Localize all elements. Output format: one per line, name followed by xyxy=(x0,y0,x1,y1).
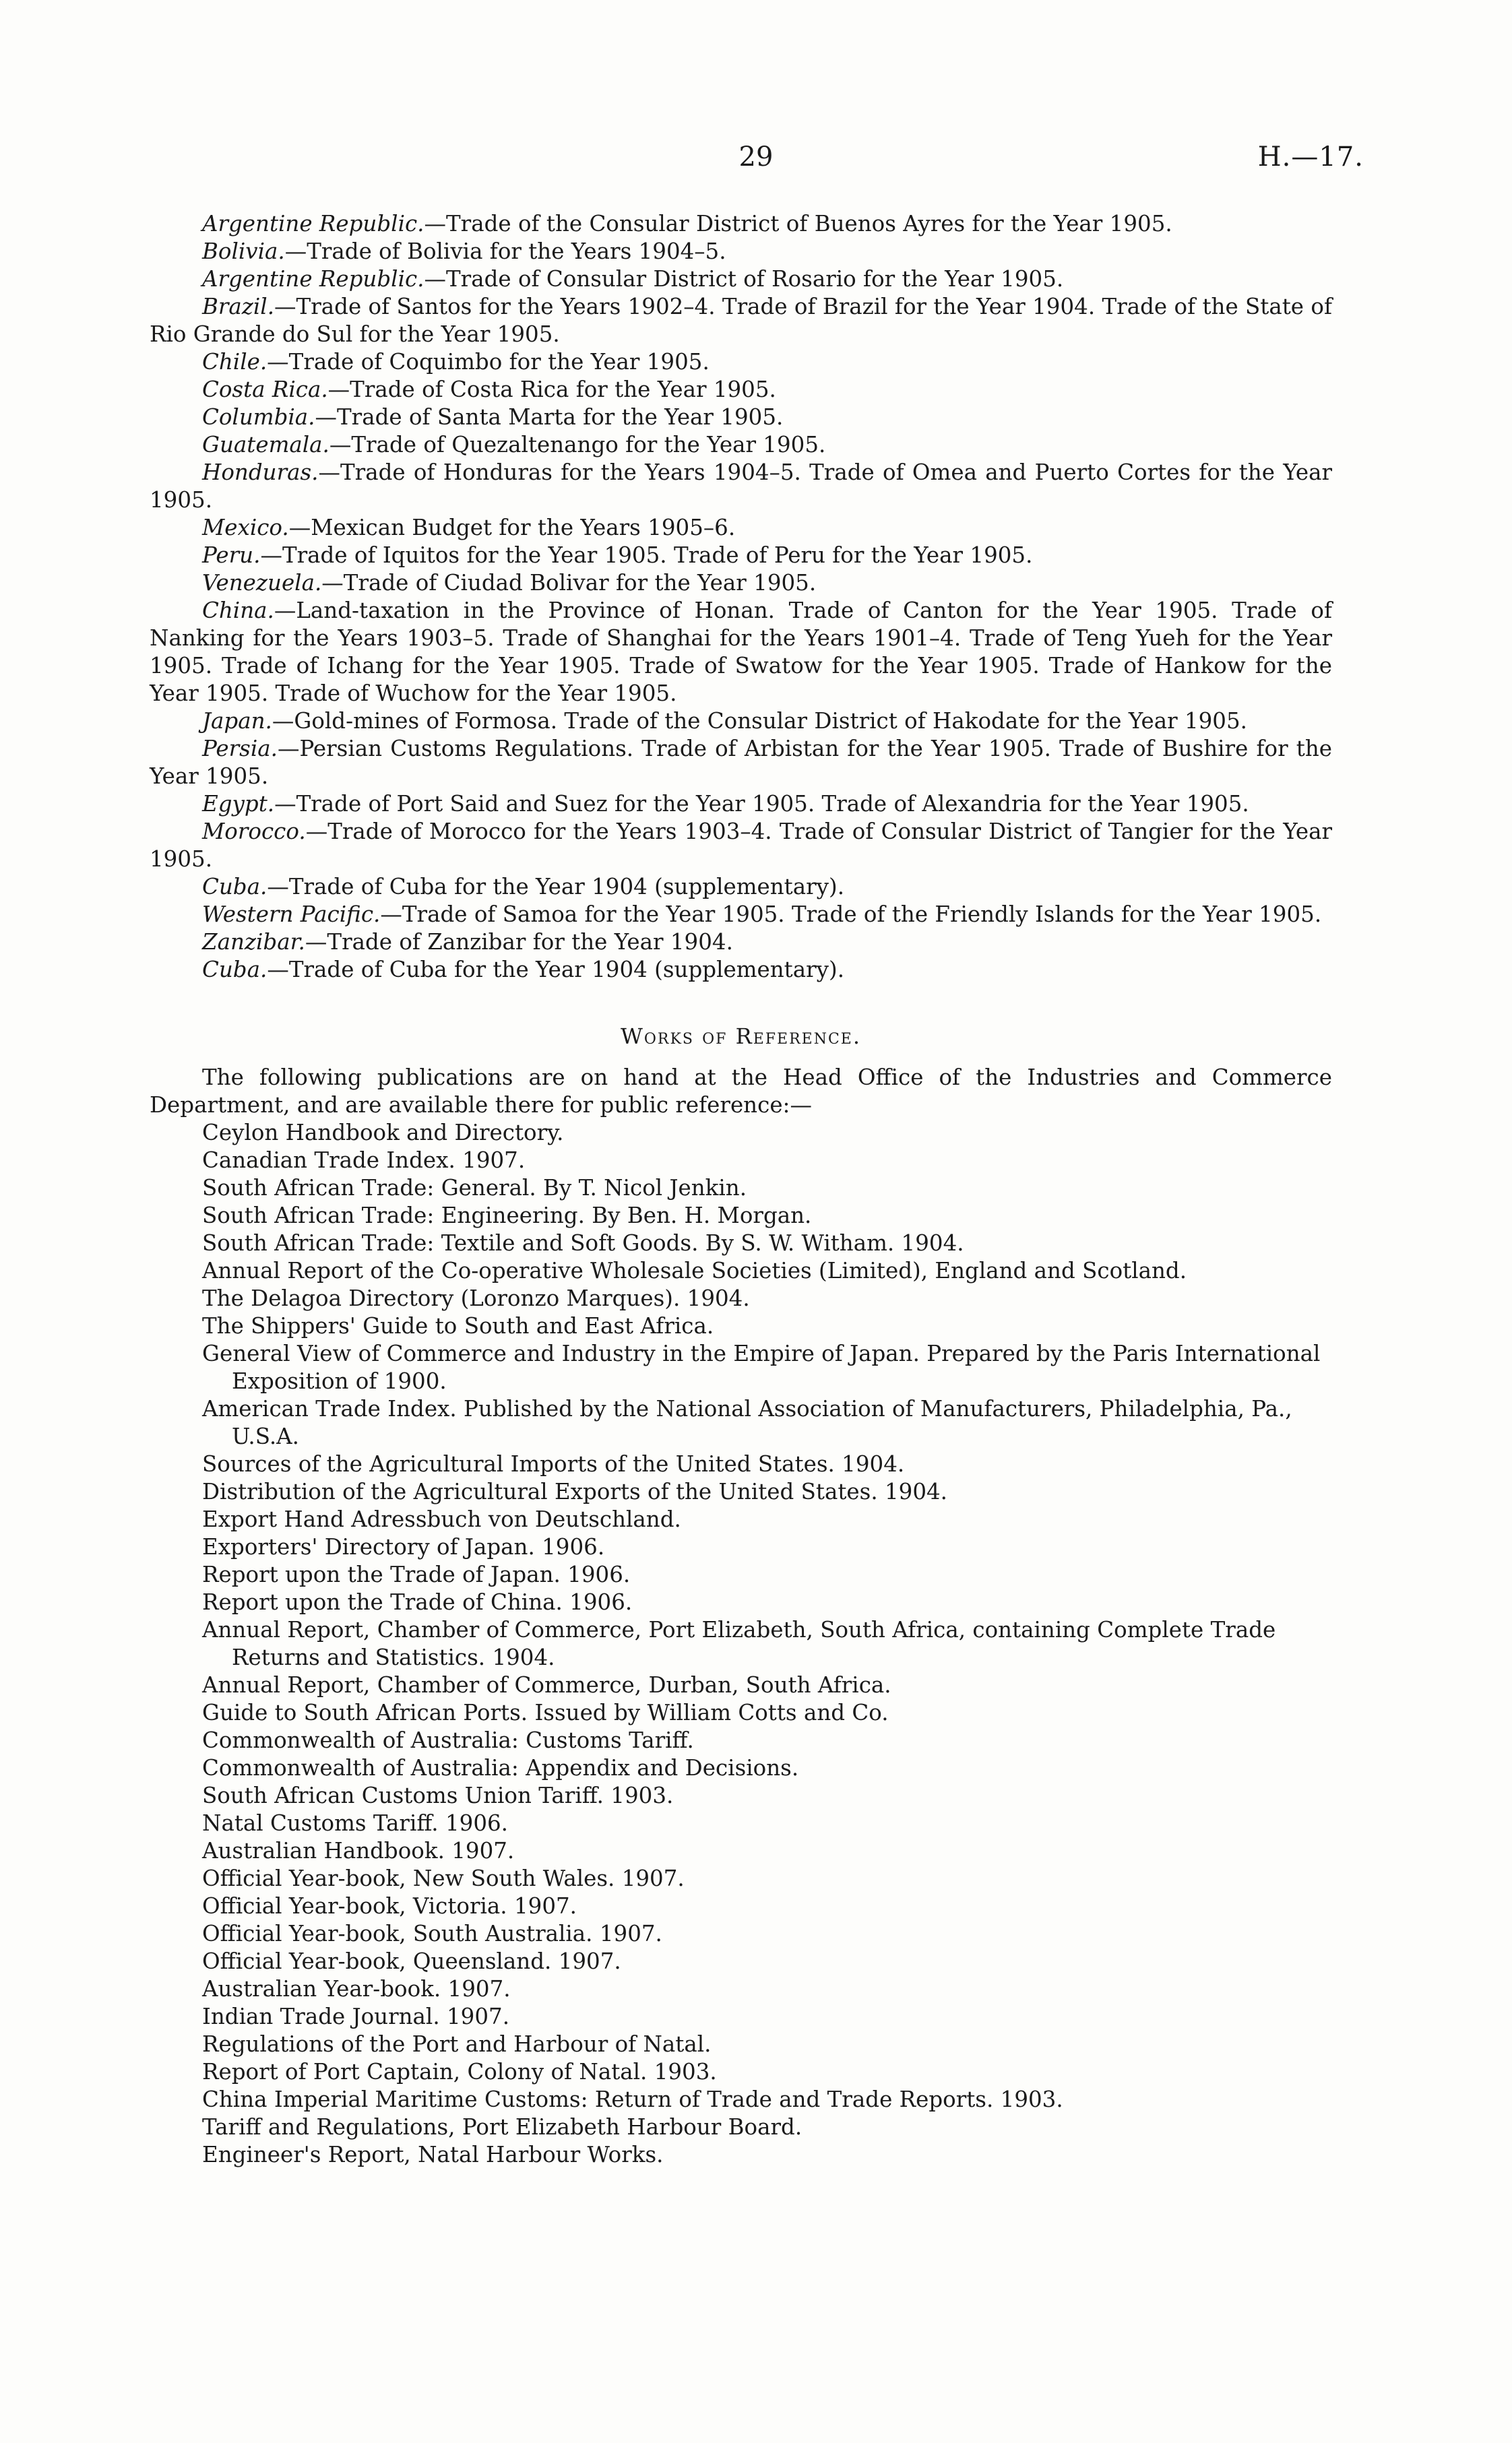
page-body xyxy=(150,210,1332,2169)
reference-item: Exporters' Directory of Japan. 1906. xyxy=(202,1534,605,1560)
country-name: Bolivia. xyxy=(202,239,285,264)
country-name: Costa Rica. xyxy=(202,377,328,402)
trade-report-entry xyxy=(150,265,1332,293)
country-name: Persia. xyxy=(202,736,278,761)
country-name: China. xyxy=(202,598,274,623)
country-name: Egypt. xyxy=(202,791,275,817)
country-name: Honduras. xyxy=(202,459,319,485)
reference-item: Commonwealth of Australia: Appendix and Decisions. xyxy=(202,1755,799,1781)
reference-item: American Trade Index. Published by the National Association of Manufacturers, Philadelphia, Pa., U.S.A. xyxy=(202,1396,1292,1449)
report-text: —Trade of Port Said and Suez for the Year 1905. Trade of Alexandria for the Year 1905. xyxy=(274,791,1249,817)
reference-item: Regulations of the Port and Harbour of Natal. xyxy=(202,2031,712,2057)
reference-item: Export Hand Adressbuch von Deutschland. xyxy=(202,1506,681,1532)
report-text: —Mexican Budget for the Years 1905–6. xyxy=(288,515,736,540)
reference-list xyxy=(150,1119,1332,2169)
report-text: —Trade of Santos for the Years 1902–4. Trade of Brazil for the Year 1904. Trade of the State of Rio Grande do Sul for the Year 1905. xyxy=(150,294,1332,347)
reference-item: General View of Commerce and Industry in the Empire of Japan. Prepared by the Paris International Exposition of 1900. xyxy=(202,1341,1321,1394)
report-text: —Persian Customs Regulations. Trade of Arbistan for the Year 1905. Trade of Bushire for the Year 1905. xyxy=(150,736,1332,789)
reference-item: Commonwealth of Australia: Customs Tariff. xyxy=(202,1727,694,1753)
reference-item: Distribution of the Agricultural Exports of the United States. 1904. xyxy=(202,1479,948,1504)
trade-report-entry xyxy=(150,210,1332,238)
report-text: —Land-taxation in the Province of Honan. Trade of Canton for the Year 1905. Trade of Nanking for the Years 1903–5. Trade of Shanghai for the Years 1901–4. Trade of Teng Yueh for the Year 1905. Trade of Ichang for the Year 1905. Trade of Swatow for the Year 1905. Trade of Hankow for the Year 1905. Trade of Wuchow for the Year 1905. xyxy=(150,598,1332,706)
trade-report-entry xyxy=(150,348,1332,376)
reference-item: South African Trade: Engineering. By Ben. H. Morgan. xyxy=(202,1203,812,1228)
reference-item: Natal Customs Tariff. 1906. xyxy=(202,1810,509,1836)
trade-report-entry xyxy=(150,873,1332,901)
reference-item: Annual Report of the Co-operative Wholesale Societies (Limited), England and Scotland. xyxy=(202,1258,1187,1283)
section-heading: Works of Reference. xyxy=(620,1023,862,1049)
trade-report-entry xyxy=(150,542,1332,569)
document-reference: H.—17. xyxy=(1257,141,1364,172)
reference-item: Report upon the Trade of Japan. 1906. xyxy=(202,1562,631,1587)
trade-report-entry xyxy=(150,293,1332,348)
reference-item: Official Year-book, South Australia. 1907. xyxy=(202,1921,662,1946)
reference-item: Indian Trade Journal. 1907. xyxy=(202,2004,510,2029)
trade-report-entry xyxy=(150,404,1332,431)
reference-item: Annual Report, Chamber of Commerce, Durban, South Africa. xyxy=(202,1672,891,1698)
reference-item: Guide to South African Ports. Issued by William Cotts and Co. xyxy=(202,1700,889,1725)
reference-item: Tariff and Regulations, Port Elizabeth Harbour Board. xyxy=(202,2114,802,2140)
reference-item: Annual Report, Chamber of Commerce, Port Elizabeth, South Africa, containing Complete Trade Returns and Statistics. 1904. xyxy=(202,1617,1276,1670)
report-text: —Gold-mines of Formosa. Trade of the Consular District of Hakodate for the Year 1905. xyxy=(272,708,1247,734)
reference-item: China Imperial Maritime Customs: Return of Trade and Trade Reports. 1903. xyxy=(202,2087,1063,2112)
reference-item: South African Customs Union Tariff. 1903. xyxy=(202,1783,674,1808)
reference-item: Official Year-book, Queensland. 1907. xyxy=(202,1948,621,1974)
trade-report-entry xyxy=(150,707,1332,735)
country-name: Venezuela. xyxy=(202,570,322,596)
trade-report-entry xyxy=(150,597,1332,707)
trade-report-entry xyxy=(150,735,1332,790)
page-header xyxy=(148,141,1364,182)
country-name: Western Pacific. xyxy=(202,901,381,927)
report-text: —Trade of Iquitos for the Year 1905. Trade of Peru for the Year 1905. xyxy=(260,542,1033,568)
report-text: —Trade of Costa Rica for the Year 1905. xyxy=(327,377,776,402)
country-name: Guatemala. xyxy=(202,432,329,457)
report-text: —Trade of Honduras for the Years 1904–5. Trade of Omea and Puerto Cortes for the Year 1905. xyxy=(150,459,1332,513)
country-name: Argentine Republic. xyxy=(202,266,424,292)
reference-item: Australian Handbook. 1907. xyxy=(202,1838,515,1864)
report-text: —Trade of Morocco for the Years 1903–4. Trade of Consular District of Tangier for the Year 1905. xyxy=(150,819,1332,872)
trade-report-entry xyxy=(150,514,1332,542)
report-text: —Trade of Ciudad Bolivar for the Year 1905. xyxy=(321,570,817,596)
reference-item: Official Year-book, Victoria. 1907. xyxy=(202,1893,577,1919)
report-text: —Trade of Bolivia for the Years 1904–5. xyxy=(284,239,726,264)
reference-item: Ceylon Handbook and Directory. xyxy=(202,1120,564,1145)
trade-report-entry xyxy=(150,901,1332,928)
country-name: Cuba. xyxy=(202,874,267,899)
country-name: Japan. xyxy=(202,708,272,734)
reference-item: Official Year-book, New South Wales. 1907. xyxy=(202,1866,685,1891)
reference-item: Canadian Trade Index. 1907. xyxy=(202,1147,526,1173)
trade-report-entry xyxy=(150,431,1332,459)
report-text: —Trade of Consular District of Rosario for the Year 1905. xyxy=(424,266,1064,292)
country-name: Cuba. xyxy=(202,957,267,982)
report-text: —Trade of Coquimbo for the Year 1905. xyxy=(267,349,710,375)
reference-item: South African Trade: Textile and Soft Goods. By S. W. Witham. 1904. xyxy=(202,1230,964,1256)
report-text: —Trade of Samoa for the Year 1905. Trade of the Friendly Islands for the Year 1905. xyxy=(380,901,1322,927)
page-number: 29 xyxy=(738,141,774,172)
country-name: Columbia. xyxy=(202,404,315,430)
report-text: —Trade of Zanzibar for the Year 1904. xyxy=(305,929,733,955)
trade-report-entry xyxy=(150,376,1332,404)
country-name: Chile. xyxy=(202,349,267,375)
report-text: —Trade of Santa Marta for the Year 1905. xyxy=(315,404,784,430)
reference-item: Sources of the Agricultural Imports of the United States. 1904. xyxy=(202,1451,905,1477)
country-name: Brazil. xyxy=(202,294,275,319)
country-name: Argentine Republic. xyxy=(202,211,424,236)
trade-report-entry xyxy=(150,956,1332,984)
country-name: Morocco. xyxy=(202,819,306,844)
report-text: —Trade of Quezaltenango for the Year 1905. xyxy=(329,432,826,457)
reference-item: Report upon the Trade of China. 1906. xyxy=(202,1589,633,1615)
reference-item: South African Trade: General. By T. Nicol Jenkin. xyxy=(202,1175,747,1201)
reference-item: The Shippers' Guide to South and East Africa. xyxy=(202,1313,714,1339)
reference-item: Report of Port Captain, Colony of Natal. 1903. xyxy=(202,2059,717,2085)
report-text: —Trade of Cuba for the Year 1904 (supplementary). xyxy=(267,874,845,899)
country-name: Zanzibar. xyxy=(202,929,305,955)
trade-report-entry xyxy=(150,459,1332,514)
trade-report-entry xyxy=(150,569,1332,597)
trade-report-entry xyxy=(150,790,1332,818)
trade-report-entry xyxy=(150,238,1332,265)
trade-reports-list xyxy=(150,210,1332,984)
trade-report-entry xyxy=(150,818,1332,873)
reference-item: Australian Year-book. 1907. xyxy=(202,1976,511,2002)
trade-report-entry xyxy=(150,928,1332,956)
country-name: Mexico. xyxy=(202,515,289,540)
report-text: —Trade of Cuba for the Year 1904 (supplementary). xyxy=(267,957,845,982)
report-text: —Trade of the Consular District of Buenos Ayres for the Year 1905. xyxy=(424,211,1172,236)
reference-intro: The following publications are on hand at the Head Office of the Industries and Commerce Department, and are available there for public reference:— xyxy=(150,1065,1332,1118)
country-name: Peru. xyxy=(202,542,261,568)
reference-item: The Delagoa Directory (Loronzo Marques). 1904. xyxy=(202,1286,750,1311)
reference-item: Engineer's Report, Natal Harbour Works. xyxy=(202,2142,664,2167)
